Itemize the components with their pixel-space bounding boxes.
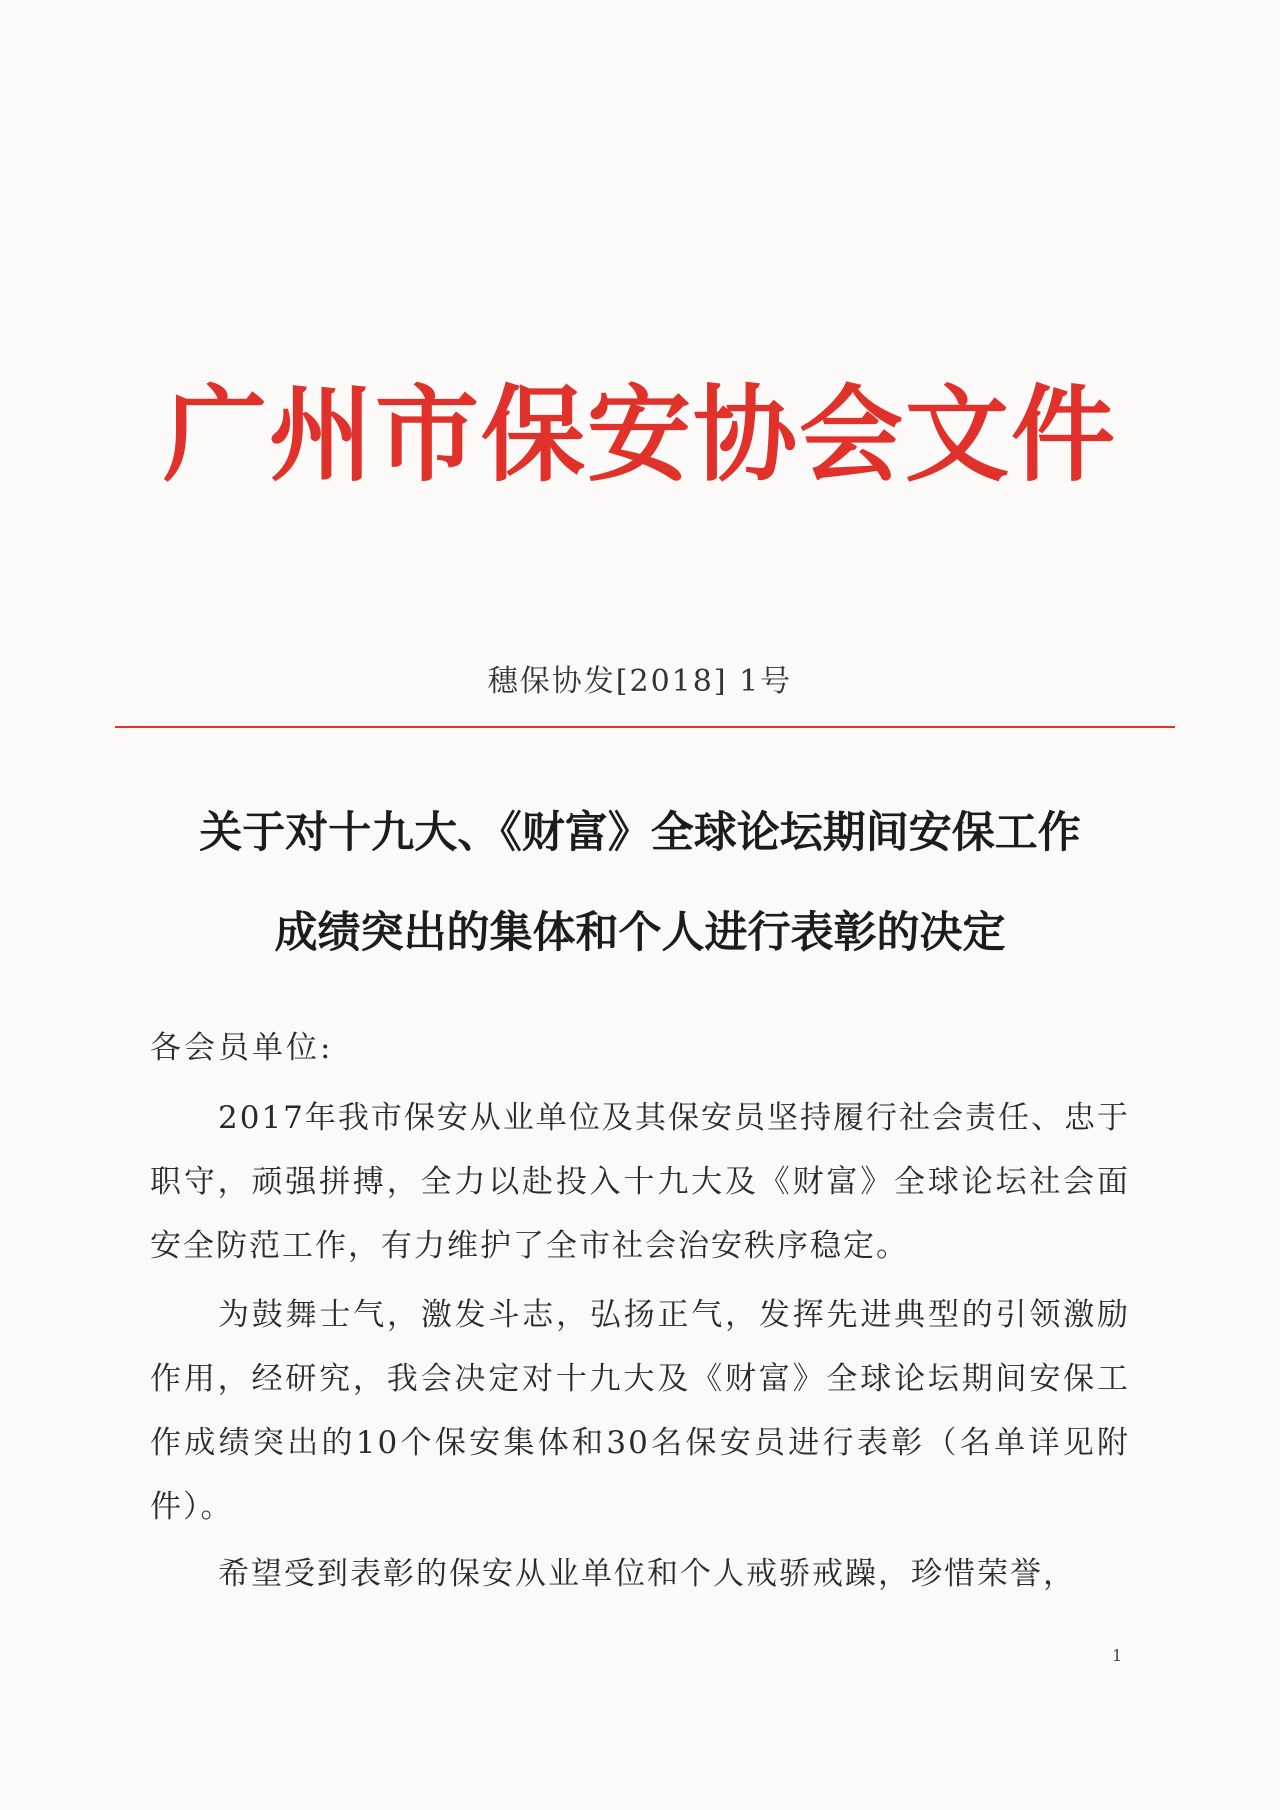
body-paragraph: 2017年我市保安从业单位及其保安员坚持履行社会责任、忠于职守，顽强拼搏，全力以赴投入十九大及《财富》全球论坛社会面安全防范工作，有力维护了全市社会治安秩序稳定。 [150,1100,1130,1264]
body-paragraph: 为鼓舞士气，激发斗志，弘扬正气，发挥先进典型的引领激励作用，经研究，我会决定对十九大及《财富》全球论坛期间安保工作成绩突出的10个保安集体和30名保安员进行表彰（名单详见附件）。 [150,1297,1130,1525]
header-divider [115,726,1175,728]
document-title-line-2: 成绩突出的集体和个人进行表彰的决定 [274,908,1006,958]
document-header-title: 广州市保安协会文件 [162,374,1117,496]
document-title-line-1: 关于对十九大、《财富》全球论坛期间安保工作 [199,808,1081,858]
salutation: 各会员单位: [150,1030,334,1066]
document-number: 穗保协发[2018] 1号 [487,664,793,699]
page-number: 1 [1112,1646,1123,1665]
body-paragraph: 希望受到表彰的保安从业单位和个人戒骄戒躁，珍惜荣誉， [218,1556,1076,1592]
